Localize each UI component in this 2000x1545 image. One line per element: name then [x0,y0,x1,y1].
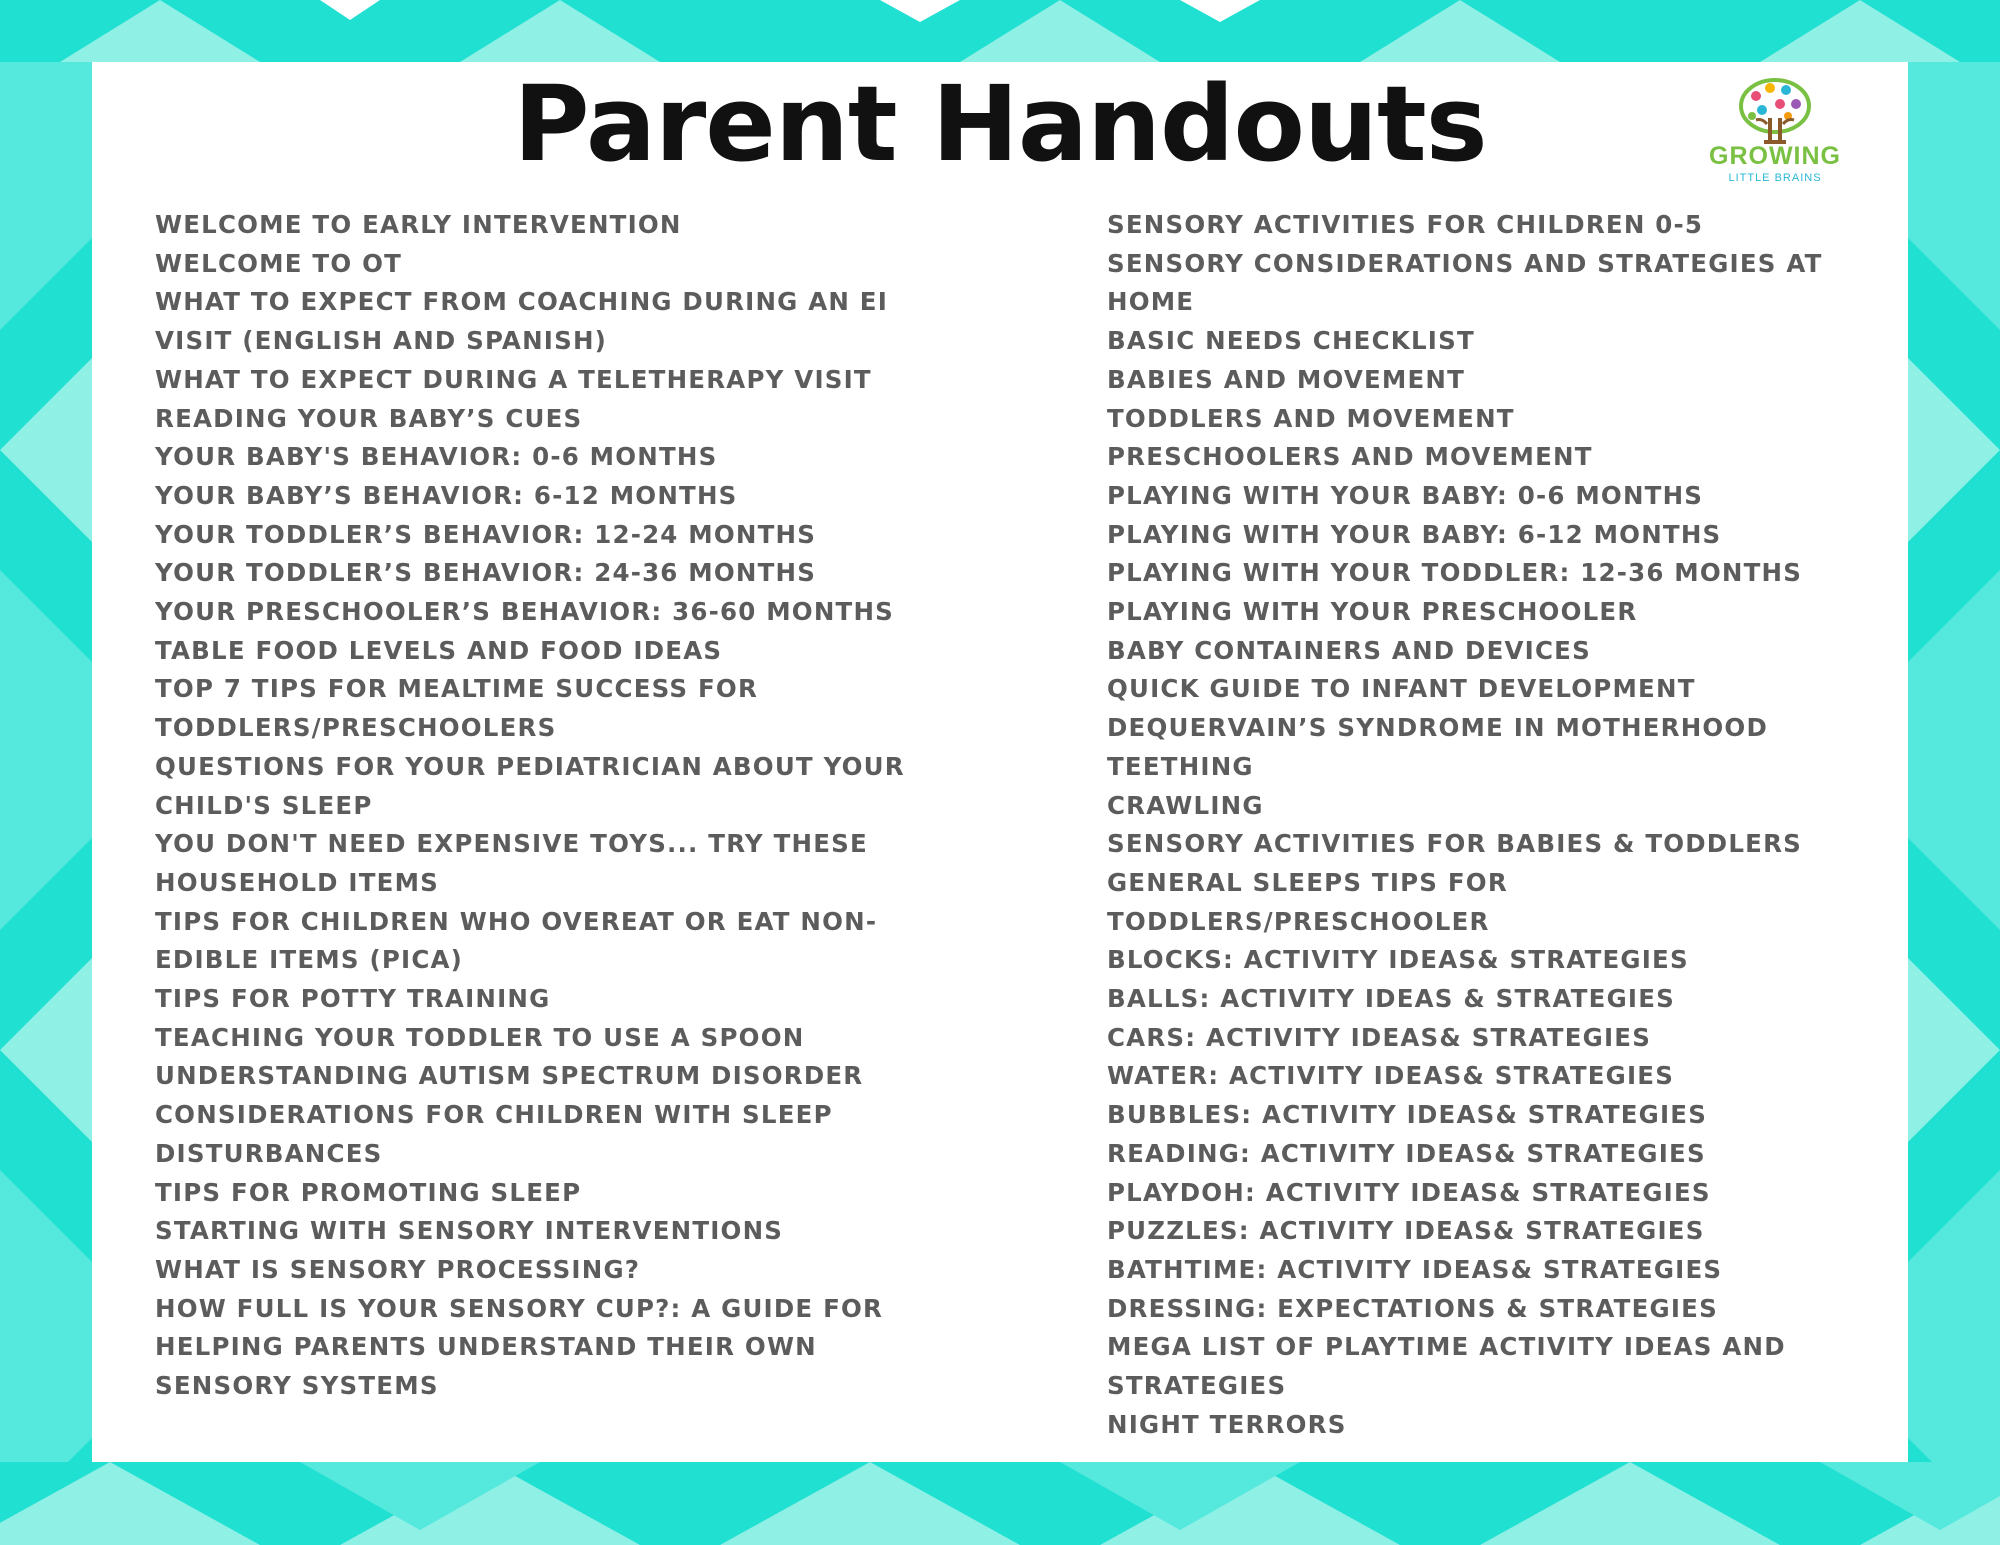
list-item: DISTURBANCES [155,1138,383,1168]
list-item: YOU DON'T NEED EXPENSIVE TOYS... TRY THESE [155,829,868,859]
list-item: EDIBLE ITEMS (PICA) [155,945,464,975]
list-item: TEETHING [1107,751,1254,781]
list-item: PLAYING WITH YOUR PRESCHOOLER [1107,597,1638,627]
list-item: QUICK GUIDE TO INFANT DEVELOPMENT [1107,674,1696,704]
list-item: MEGA LIST OF PLAYTIME ACTIVITY IDEAS AND [1107,1332,1786,1362]
growing-little-brains-logo [1700,78,1850,190]
list-item: WELCOME TO EARLY INTERVENTION [155,210,682,239]
handout-list-right [1107,206,1847,1445]
list-item: WATER: ACTIVITY IDEAS& STRATEGIES [1107,1061,1675,1091]
list-item: SENSORY SYSTEMS [155,1371,439,1401]
list-item: CHILD'S SLEEP [155,790,373,820]
list-item: TODDLERS/PRESCHOOLER [1107,906,1490,936]
list-item: TODDLERS/PRESCHOOLERS [155,713,557,743]
list-item: BLOCKS: ACTIVITY IDEAS& STRATEGIES [1107,945,1689,975]
list-item: SENSORY CONSIDERATIONS AND STRATEGIES AT [1107,248,1823,278]
list-item: SENSORY ACTIVITIES FOR CHILDREN 0-5 [1107,210,1704,239]
list-item: PRESCHOOLERS AND MOVEMENT [1107,442,1593,472]
tree-logo-icon [1734,78,1816,144]
list-item: NIGHT TERRORS [1107,1409,1347,1439]
list-item: DRESSING: EXPECTATIONS & STRATEGIES [1107,1293,1718,1323]
list-item: DEQUERVAIN’S SYNDROME IN MOTHERHOOD [1107,713,1768,743]
list-item: PUZZLES: ACTIVITY IDEAS& STRATEGIES [1107,1216,1705,1246]
list-item: QUESTIONS FOR YOUR PEDIATRICIAN ABOUT YOUR [155,751,905,781]
logo-subtitle: LITTLE BRAINS [1728,172,1822,184]
list-item: YOUR BABY'S BEHAVIOR: 0-6 MONTHS [155,442,718,472]
list-item: SENSORY ACTIVITIES FOR BABIES & TODDLERS [1107,829,1803,859]
list-item: YOUR PRESCHOOLER’S BEHAVIOR: 36-60 MONTHS [155,597,894,627]
list-item: PLAYDOH: ACTIVITY IDEAS& STRATEGIES [1107,1177,1711,1207]
list-item: BALLS: ACTIVITY IDEAS & STRATEGIES [1107,984,1676,1014]
list-item: YOUR TODDLER’S BEHAVIOR: 12-24 MONTHS [155,519,817,549]
list-item: YOUR BABY’S BEHAVIOR: 6-12 MONTHS [155,480,738,510]
list-item: HELPING PARENTS UNDERSTAND THEIR OWN [155,1332,817,1362]
list-item: WHAT TO EXPECT FROM COACHING DURING AN EI [155,287,889,317]
list-item: BUBBLES: ACTIVITY IDEAS& STRATEGIES [1107,1100,1708,1130]
list-item: PLAYING WITH YOUR TODDLER: 12-36 MONTHS [1107,558,1803,588]
list-item: TABLE FOOD LEVELS AND FOOD IDEAS [155,635,723,665]
list-item: HOUSEHOLD ITEMS [155,867,440,897]
page-title: Parent Handouts [513,63,1487,185]
list-item: WELCOME TO OT [155,248,403,278]
list-item: TOP 7 TIPS FOR MEALTIME SUCCESS FOR [155,674,759,704]
list-item: BABIES AND MOVEMENT [1107,364,1466,394]
list-item: READING YOUR BABY’S CUES [155,403,583,433]
list-item: HOME [1107,287,1195,317]
list-item: HOW FULL IS YOUR SENSORY CUP?: A GUIDE FOR [155,1293,884,1323]
list-item: READING: ACTIVITY IDEAS& STRATEGIES [1107,1138,1706,1168]
handout-list-left [155,206,905,1406]
list-item: YOUR TODDLER’S BEHAVIOR: 24-36 MONTHS [155,558,817,588]
list-item: WHAT IS SENSORY PROCESSING? [155,1254,641,1284]
list-item: BABY CONTAINERS AND DEVICES [1107,635,1591,665]
list-item: CONSIDERATIONS FOR CHILDREN WITH SLEEP [155,1100,833,1130]
list-item: TIPS FOR POTTY TRAINING [155,984,551,1014]
list-item: BATHTIME: ACTIVITY IDEAS& STRATEGIES [1107,1254,1723,1284]
list-item: STARTING WITH SENSORY INTERVENTIONS [155,1216,784,1246]
list-item: PLAYING WITH YOUR BABY: 6-12 MONTHS [1107,519,1722,549]
list-item: PLAYING WITH YOUR BABY: 0-6 MONTHS [1107,480,1704,510]
list-item: WHAT TO EXPECT DURING A TELETHERAPY VISIT [155,364,872,394]
list-item: TODDLERS AND MOVEMENT [1107,403,1515,433]
list-item: VISIT (ENGLISH AND SPANISH) [155,326,608,356]
logo-name: GROWING [1709,142,1841,170]
list-item: TIPS FOR CHILDREN WHO OVEREAT OR EAT NON- [155,906,878,936]
list-item: STRATEGIES [1107,1371,1287,1401]
list-item: TEACHING YOUR TODDLER TO USE A SPOON [155,1022,805,1052]
list-item: TIPS FOR PROMOTING SLEEP [155,1177,582,1207]
list-item: CARS: ACTIVITY IDEAS& STRATEGIES [1107,1022,1652,1052]
list-item: UNDERSTANDING AUTISM SPECTRUM DISORDER [155,1061,864,1091]
list-item: GENERAL SLEEPS TIPS FOR [1107,867,1508,897]
list-item: BASIC NEEDS CHECKLIST [1107,326,1475,356]
list-item: CRAWLING [1107,790,1264,820]
